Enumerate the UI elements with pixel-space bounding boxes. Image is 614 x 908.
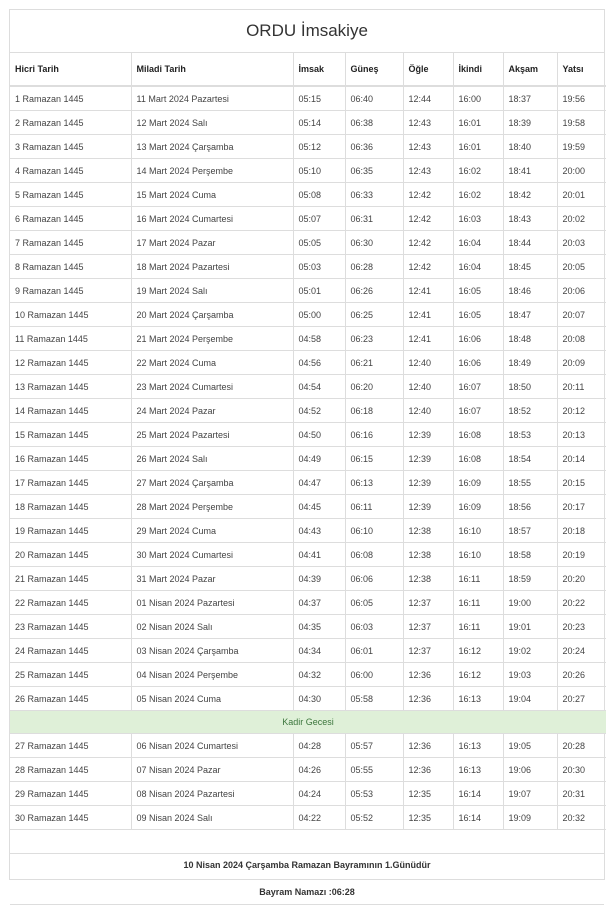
column-header-aksam: Akşam [503,53,557,86]
cell-gunes: 06:06 [345,567,403,591]
cell-hicri: 13 Ramazan 1445 [10,375,131,399]
cell-hicri: 21 Ramazan 1445 [10,567,131,591]
table-row [10,111,606,135]
table-row [10,495,606,519]
cell-yatsi: 20:08 [557,327,606,351]
cell-yatsi: 20:23 [557,615,606,639]
cell-ogle: 12:39 [403,423,453,447]
cell-gunes: 06:11 [345,495,403,519]
cell-yatsi: 20:31 [557,782,606,806]
cell-hicri: 23 Ramazan 1445 [10,615,131,639]
cell-aksam: 18:50 [503,375,557,399]
cell-gunes: 06:01 [345,639,403,663]
cell-imsak: 05:07 [293,207,345,231]
cell-hicri: 6 Ramazan 1445 [10,207,131,231]
column-header-hicri: Hicri Tarih [10,53,131,86]
cell-ikindi: 16:04 [453,231,503,255]
table-row [10,255,606,279]
cell-miladi: 07 Nisan 2024 Pazar [131,758,293,782]
cell-gunes: 05:55 [345,758,403,782]
table-row [10,543,606,567]
table-row [10,375,606,399]
cell-miladi: 08 Nisan 2024 Pazartesi [131,782,293,806]
cell-gunes: 06:30 [345,231,403,255]
cell-miladi: 17 Mart 2024 Pazar [131,231,293,255]
cell-miladi: 03 Nisan 2024 Çarşamba [131,639,293,663]
cell-yatsi: 20:27 [557,687,606,711]
cell-aksam: 18:43 [503,207,557,231]
cell-ikindi: 16:00 [453,86,503,111]
cell-miladi: 09 Nisan 2024 Salı [131,806,293,830]
cell-imsak: 04:50 [293,423,345,447]
cell-hicri: 24 Ramazan 1445 [10,639,131,663]
cell-ikindi: 16:12 [453,663,503,687]
cell-gunes: 06:35 [345,159,403,183]
column-header-gunes: Güneş [345,53,403,86]
table-row [10,351,606,375]
table-row [10,591,606,615]
cell-hicri: 14 Ramazan 1445 [10,399,131,423]
cell-imsak: 04:39 [293,567,345,591]
cell-imsak: 04:26 [293,758,345,782]
cell-ogle: 12:44 [403,86,453,111]
table-row [10,231,606,255]
table-row [10,159,606,183]
cell-aksam: 18:48 [503,327,557,351]
cell-hicri: 20 Ramazan 1445 [10,543,131,567]
cell-ogle: 12:37 [403,591,453,615]
table-row [10,639,606,663]
cell-hicri: 17 Ramazan 1445 [10,471,131,495]
cell-imsak: 04:56 [293,351,345,375]
cell-gunes: 06:40 [345,86,403,111]
cell-yatsi: 20:02 [557,207,606,231]
cell-gunes: 06:08 [345,543,403,567]
cell-gunes: 06:21 [345,351,403,375]
cell-yatsi: 20:19 [557,543,606,567]
cell-ikindi: 16:02 [453,159,503,183]
cell-miladi: 16 Mart 2024 Cumartesi [131,207,293,231]
cell-miladi: 28 Mart 2024 Perşembe [131,495,293,519]
imsakiye-table [10,53,606,830]
cell-miladi: 18 Mart 2024 Pazartesi [131,255,293,279]
cell-miladi: 30 Mart 2024 Cumartesi [131,543,293,567]
cell-imsak: 04:43 [293,519,345,543]
table-body-before [10,86,606,711]
cell-gunes: 06:33 [345,183,403,207]
table-row [10,687,606,711]
cell-gunes: 06:05 [345,591,403,615]
cell-hicri: 22 Ramazan 1445 [10,591,131,615]
cell-ikindi: 16:14 [453,806,503,830]
cell-aksam: 18:47 [503,303,557,327]
cell-yatsi: 20:03 [557,231,606,255]
cell-yatsi: 20:06 [557,279,606,303]
cell-ogle: 12:39 [403,447,453,471]
cell-imsak: 04:24 [293,782,345,806]
cell-imsak: 04:35 [293,615,345,639]
cell-gunes: 06:18 [345,399,403,423]
cell-ogle: 12:40 [403,399,453,423]
cell-ogle: 12:43 [403,159,453,183]
cell-ikindi: 16:05 [453,303,503,327]
cell-ogle: 12:43 [403,135,453,159]
cell-ogle: 12:39 [403,495,453,519]
cell-imsak: 05:01 [293,279,345,303]
cell-aksam: 18:53 [503,423,557,447]
cell-aksam: 19:00 [503,591,557,615]
cell-ikindi: 16:04 [453,255,503,279]
cell-miladi: 23 Mart 2024 Cumartesi [131,375,293,399]
cell-hicri: 8 Ramazan 1445 [10,255,131,279]
column-header-imsak: İmsak [293,53,345,86]
cell-aksam: 18:56 [503,495,557,519]
column-header-ikindi: İkindi [453,53,503,86]
cell-aksam: 19:05 [503,734,557,758]
cell-ogle: 12:42 [403,207,453,231]
cell-ogle: 12:42 [403,255,453,279]
cell-yatsi: 20:12 [557,399,606,423]
cell-ogle: 12:37 [403,639,453,663]
cell-imsak: 05:00 [293,303,345,327]
cell-yatsi: 20:28 [557,734,606,758]
table-row [10,615,606,639]
cell-hicri: 29 Ramazan 1445 [10,782,131,806]
cell-imsak: 04:52 [293,399,345,423]
table-row [10,734,606,758]
cell-aksam: 18:45 [503,255,557,279]
cell-aksam: 19:03 [503,663,557,687]
cell-gunes: 06:03 [345,615,403,639]
cell-ogle: 12:36 [403,734,453,758]
cell-aksam: 19:02 [503,639,557,663]
cell-imsak: 04:54 [293,375,345,399]
cell-ogle: 12:35 [403,806,453,830]
cell-yatsi: 20:15 [557,471,606,495]
cell-miladi: 02 Nisan 2024 Salı [131,615,293,639]
table-row [10,86,606,111]
cell-gunes: 05:53 [345,782,403,806]
cell-ikindi: 16:13 [453,734,503,758]
cell-hicri: 5 Ramazan 1445 [10,183,131,207]
cell-ikindi: 16:11 [453,567,503,591]
cell-gunes: 06:20 [345,375,403,399]
cell-miladi: 01 Nisan 2024 Pazartesi [131,591,293,615]
cell-miladi: 19 Mart 2024 Salı [131,279,293,303]
cell-miladi: 29 Mart 2024 Cuma [131,519,293,543]
cell-imsak: 05:15 [293,86,345,111]
cell-yatsi: 20:09 [557,351,606,375]
cell-yatsi: 20:17 [557,495,606,519]
table-body-after [10,734,606,830]
cell-hicri: 3 Ramazan 1445 [10,135,131,159]
cell-miladi: 22 Mart 2024 Cuma [131,351,293,375]
cell-hicri: 30 Ramazan 1445 [10,806,131,830]
cell-gunes: 05:58 [345,687,403,711]
cell-hicri: 9 Ramazan 1445 [10,279,131,303]
cell-yatsi: 20:01 [557,183,606,207]
cell-gunes: 06:15 [345,447,403,471]
cell-yatsi: 19:59 [557,135,606,159]
cell-yatsi: 20:20 [557,567,606,591]
cell-ogle: 12:36 [403,663,453,687]
cell-hicri: 25 Ramazan 1445 [10,663,131,687]
cell-hicri: 1 Ramazan 1445 [10,86,131,111]
cell-yatsi: 19:56 [557,86,606,111]
cell-hicri: 11 Ramazan 1445 [10,327,131,351]
cell-ikindi: 16:13 [453,687,503,711]
cell-ogle: 12:36 [403,758,453,782]
table-row [10,567,606,591]
cell-ikindi: 16:06 [453,327,503,351]
table-row [10,447,606,471]
cell-ikindi: 16:10 [453,543,503,567]
cell-gunes: 06:16 [345,423,403,447]
table-row [10,207,606,231]
cell-ikindi: 16:03 [453,207,503,231]
page-title: ORDU İmsakiye [10,10,604,53]
table-row [10,519,606,543]
cell-ogle: 12:41 [403,279,453,303]
cell-ogle: 12:38 [403,543,453,567]
cell-yatsi: 20:00 [557,159,606,183]
cell-aksam: 18:54 [503,447,557,471]
cell-imsak: 05:14 [293,111,345,135]
cell-imsak: 04:49 [293,447,345,471]
cell-aksam: 18:58 [503,543,557,567]
cell-imsak: 05:10 [293,159,345,183]
cell-ogle: 12:43 [403,111,453,135]
table-body-special [10,711,606,734]
cell-aksam: 18:49 [503,351,557,375]
cell-aksam: 19:09 [503,806,557,830]
cell-aksam: 18:57 [503,519,557,543]
cell-imsak: 04:41 [293,543,345,567]
cell-miladi: 12 Mart 2024 Salı [131,111,293,135]
cell-aksam: 18:39 [503,111,557,135]
cell-aksam: 18:37 [503,86,557,111]
cell-imsak: 04:37 [293,591,345,615]
cell-miladi: 21 Mart 2024 Perşembe [131,327,293,351]
cell-ikindi: 16:14 [453,782,503,806]
cell-yatsi: 20:07 [557,303,606,327]
table-row [10,183,606,207]
cell-miladi: 14 Mart 2024 Perşembe [131,159,293,183]
cell-miladi: 15 Mart 2024 Cuma [131,183,293,207]
cell-aksam: 18:40 [503,135,557,159]
cell-hicri: 2 Ramazan 1445 [10,111,131,135]
cell-ikindi: 16:05 [453,279,503,303]
cell-miladi: 25 Mart 2024 Pazartesi [131,423,293,447]
cell-gunes: 06:38 [345,111,403,135]
cell-aksam: 19:06 [503,758,557,782]
cell-ikindi: 16:13 [453,758,503,782]
cell-ogle: 12:41 [403,327,453,351]
cell-yatsi: 20:26 [557,663,606,687]
cell-imsak: 04:32 [293,663,345,687]
cell-miladi: 27 Mart 2024 Çarşamba [131,471,293,495]
cell-ikindi: 16:09 [453,495,503,519]
cell-miladi: 05 Nisan 2024 Cuma [131,687,293,711]
cell-aksam: 18:59 [503,567,557,591]
table-row [10,663,606,687]
cell-gunes: 06:36 [345,135,403,159]
cell-imsak: 04:47 [293,471,345,495]
cell-imsak: 04:30 [293,687,345,711]
cell-ogle: 12:41 [403,303,453,327]
cell-miladi: 24 Mart 2024 Pazar [131,399,293,423]
table-row [10,327,606,351]
cell-miladi: 11 Mart 2024 Pazartesi [131,86,293,111]
cell-aksam: 19:01 [503,615,557,639]
table-row [10,279,606,303]
cell-hicri: 28 Ramazan 1445 [10,758,131,782]
table-row [10,806,606,830]
cell-ikindi: 16:07 [453,375,503,399]
cell-yatsi: 20:11 [557,375,606,399]
kadir-gecesi-label: Kadir Gecesi [10,711,606,734]
imsakiye-panel [9,9,605,897]
cell-ogle: 12:39 [403,471,453,495]
cell-ikindi: 16:12 [453,639,503,663]
cell-miladi: 04 Nisan 2024 Perşembe [131,663,293,687]
column-header-yatsi: Yatsı [557,53,606,86]
table-row [10,303,606,327]
cell-ogle: 12:38 [403,567,453,591]
cell-gunes: 06:31 [345,207,403,231]
cell-ogle: 12:35 [403,782,453,806]
cell-aksam: 18:42 [503,183,557,207]
bayram-info [10,854,604,905]
cell-yatsi: 20:13 [557,423,606,447]
column-header-miladi: Miladi Tarih [131,53,293,86]
cell-aksam: 18:52 [503,399,557,423]
cell-ikindi: 16:02 [453,183,503,207]
cell-ikindi: 16:11 [453,591,503,615]
cell-miladi: 26 Mart 2024 Salı [131,447,293,471]
cell-imsak: 05:12 [293,135,345,159]
cell-ogle: 12:42 [403,183,453,207]
cell-imsak: 05:08 [293,183,345,207]
cell-hicri: 27 Ramazan 1445 [10,734,131,758]
cell-gunes: 06:28 [345,255,403,279]
cell-imsak: 04:58 [293,327,345,351]
cell-imsak: 05:05 [293,231,345,255]
table-row [10,399,606,423]
cell-ogle: 12:40 [403,375,453,399]
cell-aksam: 18:46 [503,279,557,303]
cell-hicri: 12 Ramazan 1445 [10,351,131,375]
cell-gunes: 06:00 [345,663,403,687]
cell-hicri: 15 Ramazan 1445 [10,423,131,447]
table-row [10,135,606,159]
cell-imsak: 04:22 [293,806,345,830]
cell-ikindi: 16:08 [453,423,503,447]
cell-imsak: 05:03 [293,255,345,279]
table-row [10,471,606,495]
cell-miladi: 31 Mart 2024 Pazar [131,567,293,591]
cell-yatsi: 20:24 [557,639,606,663]
cell-hicri: 19 Ramazan 1445 [10,519,131,543]
cell-yatsi: 20:32 [557,806,606,830]
cell-aksam: 18:41 [503,159,557,183]
cell-ikindi: 16:01 [453,111,503,135]
cell-gunes: 06:10 [345,519,403,543]
bayram-day-text: 10 Nisan 2024 Çarşamba Ramazan Bayramının 1.Günüdür [183,860,431,870]
cell-gunes: 06:25 [345,303,403,327]
cell-ikindi: 16:09 [453,471,503,495]
cell-hicri: 18 Ramazan 1445 [10,495,131,519]
cell-miladi: 20 Mart 2024 Çarşamba [131,303,293,327]
cell-yatsi: 19:58 [557,111,606,135]
table-row [10,782,606,806]
cell-ogle: 12:36 [403,687,453,711]
empty-row [10,830,604,854]
table-row [10,758,606,782]
cell-miladi: 06 Nisan 2024 Cumartesi [131,734,293,758]
cell-aksam: 18:44 [503,231,557,255]
cell-ikindi: 16:01 [453,135,503,159]
cell-hicri: 7 Ramazan 1445 [10,231,131,255]
cell-yatsi: 20:18 [557,519,606,543]
cell-yatsi: 20:30 [557,758,606,782]
cell-imsak: 04:45 [293,495,345,519]
table-header-row [10,53,606,86]
cell-ikindi: 16:06 [453,351,503,375]
cell-gunes: 06:13 [345,471,403,495]
table-row [10,423,606,447]
cell-yatsi: 20:22 [557,591,606,615]
cell-imsak: 04:28 [293,734,345,758]
cell-aksam: 19:04 [503,687,557,711]
cell-gunes: 05:57 [345,734,403,758]
cell-aksam: 18:55 [503,471,557,495]
cell-yatsi: 20:14 [557,447,606,471]
cell-ikindi: 16:11 [453,615,503,639]
cell-ogle: 12:38 [403,519,453,543]
cell-hicri: 26 Ramazan 1445 [10,687,131,711]
kadir-gecesi-row [10,711,606,734]
cell-ikindi: 16:07 [453,399,503,423]
cell-ikindi: 16:10 [453,519,503,543]
cell-hicri: 4 Ramazan 1445 [10,159,131,183]
cell-ogle: 12:42 [403,231,453,255]
cell-ogle: 12:40 [403,351,453,375]
cell-hicri: 16 Ramazan 1445 [10,447,131,471]
cell-miladi: 13 Mart 2024 Çarşamba [131,135,293,159]
cell-gunes: 06:26 [345,279,403,303]
cell-hicri: 10 Ramazan 1445 [10,303,131,327]
cell-aksam: 19:07 [503,782,557,806]
column-header-ogle: Öğle [403,53,453,86]
cell-ikindi: 16:08 [453,447,503,471]
bayram-namazi-text: Bayram Namazı :06:28 [259,887,355,897]
cell-ogle: 12:37 [403,615,453,639]
cell-gunes: 06:23 [345,327,403,351]
cell-yatsi: 20:05 [557,255,606,279]
cell-gunes: 05:52 [345,806,403,830]
cell-imsak: 04:34 [293,639,345,663]
